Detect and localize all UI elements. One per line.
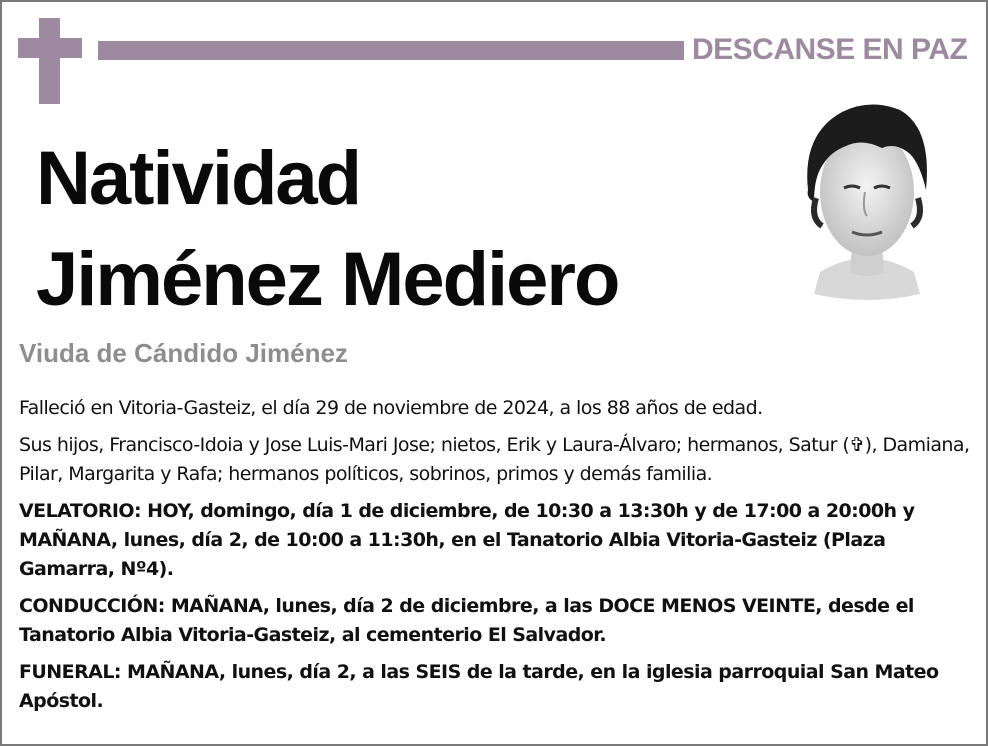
wake-paragraph: VELATORIO: HOY, domingo, día 1 de diciembre, de 10:30 a 13:30h y de 17:00 a 20:00h y MAÑANA, lunes, día 2, de 10:00 a 11:30h, en el Tanatorio Albia Vitoria-Gasteiz (Plaza Gamarra, Nº4). [19, 500, 915, 580]
subtitle: Viuda de Cándido Jiménez [19, 338, 348, 368]
funeral-paragraph: FUNERAL: MAÑANA, lunes, día 2, a las SEIS de la tarde, en la iglesia parroquial San Mateo Apóstol. [19, 661, 939, 712]
name-line-1: Natividad [36, 136, 361, 221]
cross-vertical [39, 18, 60, 104]
deceased-name [36, 128, 618, 330]
family-paragraph: Sus hijos, Francisco-Idoia y Jose Luis-Mari Jose; nietos, Erik y Laura-Álvaro; hermanos, Satur (✞), Damiana, Pilar, Margarita y Rafa; hermanos políticos, sobrinos, primos y demás familia. [19, 434, 970, 485]
portrait-photo [792, 94, 942, 306]
procession-paragraph: CONDUCCIÓN: MAÑANA, lunes, día 2 de diciembre, a las DOCE MENOS VEINTE, desde el Tanatorio Albia Vitoria-Gasteiz, al cementerio El Salvador. [19, 595, 914, 646]
notice-body [19, 394, 974, 724]
name-line-2: Jiménez Mediero [36, 237, 619, 322]
cross-horizontal [18, 38, 82, 58]
header-label: DESCANSE EN PAZ [692, 33, 968, 66]
death-paragraph: Falleció en Vitoria-Gasteiz, el día 29 de noviembre de 2024, a los 88 años de edad. [19, 397, 763, 419]
header-bar [98, 41, 684, 60]
